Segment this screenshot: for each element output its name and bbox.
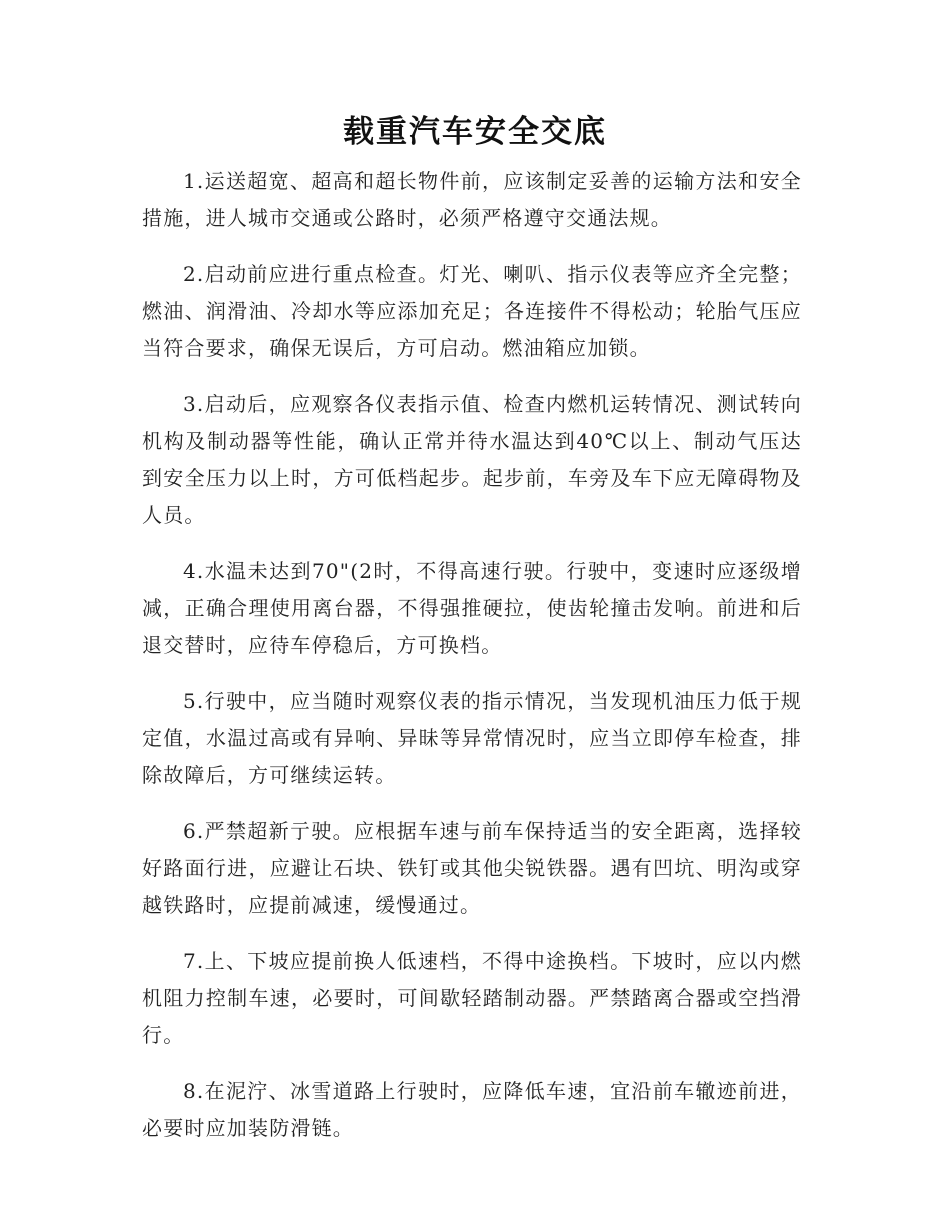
document-body [142, 163, 802, 1166]
paragraph-5: 5.行驶中，应当随时观察仪表的指示情况，当发现机油压力低于规定值，水温过高或有异响、异昧等异常情况时，应当立即停车检查，排除故障后，方可继续运转。 [142, 689, 802, 787]
paragraph-3: 3.启动后，应观察各仪表指示值、检查内燃机运转情况、测试转向机构及制动器等性能，确认正常并待水温达到40℃以上、制动气压达到安全压力以上时，方可低档起步。起步前，车旁及车下应无障碍物及人员。 [142, 392, 802, 527]
paragraph-4: 4.水温未达到70"(2时，不得高速行驶。行驶中，变速时应逐级增减，正确合理使用离台器，不得强推硬拉，使齿轮撞击发响。前进和后退交替时，应待车停稳后，方可换档。 [142, 559, 802, 657]
paragraph-8: 8.在泥泞、冰雪道路上行驶时，应降低车速，宜沿前车辙迹前进，必要时应加装防滑链。 [142, 1079, 802, 1140]
paragraph-2: 2.启动前应进行重点检查。灯光、喇叭、指示仪表等应齐全完整；燃油、润滑油、冷却水等应添加充足；各连接件不得松动；轮胎气压应当符合要求，确保无误后，方可启动。燃油箱应加锁。 [142, 262, 802, 360]
paragraph-1: 1.运送超宽、超高和超长物件前，应该制定妥善的运输方法和安全措施，进人城市交通或公路时，必须严格遵守交通法规。 [142, 169, 802, 230]
paragraph-6: 6.严禁超新亍驶。应根据车速与前车保持适当的安全距离，选择较好路面行进，应避让石块、铁钉或其他尖锐铁器。遇有凹坑、明沟或穿越铁路时，应提前减速，缓慢通过。 [142, 819, 802, 917]
document-title: 载重汽车安全交底 [343, 114, 607, 150]
paragraph-7: 7.上、下坡应提前换人低速档，不得中途换档。下坡时，应以内燃机阻力控制车速，必要时，可间歇轻踏制动器。严禁踏离合器或空挡滑行。 [142, 949, 802, 1047]
